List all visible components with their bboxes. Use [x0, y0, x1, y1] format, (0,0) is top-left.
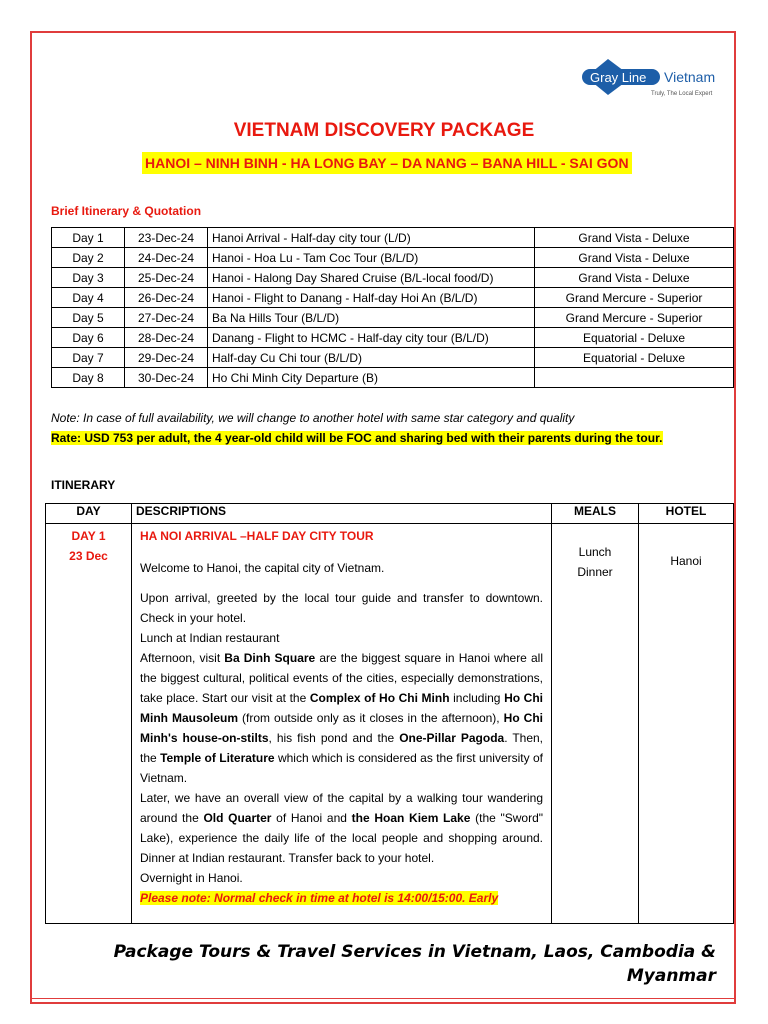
route-subtitle: HANOI – NINH BINH - HA LONG BAY – DA NANG – BANA HILL - SAI GON — [142, 152, 632, 174]
brief-day: Day 2 — [52, 248, 125, 268]
day1-meals — [552, 524, 639, 924]
brief-program: Hanoi - Hoa Lu - Tam Coc Tour (B/L/D) — [208, 248, 535, 268]
header-hotel: HOTEL — [639, 504, 734, 524]
brief-day: Day 3 — [52, 268, 125, 288]
brief-day: Day 7 — [52, 348, 125, 368]
brief-day: Day 6 — [52, 328, 125, 348]
brief-program: Ho Chi Minh City Departure (B) — [208, 368, 535, 388]
brief-hotel: Grand Vista - Deluxe — [535, 228, 734, 248]
day1-label: DAY 1 — [71, 529, 106, 543]
brief-day: Day 4 — [52, 288, 125, 308]
brief-program: Hanoi - Halong Day Shared Cruise (B/L-local food/D) — [208, 268, 535, 288]
day1-description — [132, 524, 552, 924]
page-title: VIETNAM DISCOVERY PACKAGE — [233, 120, 535, 141]
logo-tagline: Truly, The Local Expert — [651, 91, 713, 97]
brief-hotel: Grand Mercure - Superior — [535, 308, 734, 328]
brief-row — [52, 308, 734, 328]
brief-program: Ba Na Hills Tour (B/L/D) — [208, 308, 535, 328]
itinerary-heading: ITINERARY — [51, 478, 116, 492]
brief-day: Day 8 — [52, 368, 125, 388]
logo-brand-right: Vietnam — [664, 69, 716, 85]
itinerary-row-day1 — [46, 524, 734, 924]
day1-hotel: Hanoi — [639, 524, 734, 924]
availability-note: Note: In case of full availability, we will change to another hotel with same star category and quality — [51, 411, 575, 425]
day1-cell — [46, 524, 132, 924]
brief-hotel: Equatorial - Deluxe — [535, 348, 734, 368]
brief-itinerary-heading: Brief Itinerary & Quotation — [51, 204, 202, 218]
header-meals: MEALS — [552, 504, 639, 524]
day1-walking-tour: Later, we have an overall view of the capital by a walking tour wandering around the Old Quarter of Hanoi and the Hoan Kiem Lake (the "Sword" Lake), experience the daily life of the local people and shopping around. Dinner at Indian restaurant. Transfer back to your hotel. — [140, 791, 544, 865]
brief-row — [52, 228, 734, 248]
day1-checkin-note: Please note: Normal check in time at hotel is 14:00/15:00. Early — [140, 891, 499, 905]
brief-program: Hanoi Arrival - Half-day city tour (L/D) — [208, 228, 535, 248]
brief-itinerary-table — [51, 227, 734, 388]
brief-row — [52, 368, 734, 388]
brief-row — [52, 268, 734, 288]
brief-day: Day 5 — [52, 308, 125, 328]
day1-afternoon: Afternoon, visit Ba Dinh Square are the biggest square in Hanoi where all the biggest cultural, political events of the cities, especially demonstrations, take place. Start our visit at the Complex of Ho Chi Minh including Ho Chi Minh Mausoleum (from outside only as it closes in the afternoon), Ho Chi Minh's house-on-stilts, his fish pond and the One-Pillar Pagoda. Then, the Temple of Literature which which is considered as the first university of Vietnam. — [140, 651, 544, 785]
brief-program: Danang - Flight to HCMC - Half-day city tour (B/L/D) — [208, 328, 535, 348]
brief-hotel: Grand Vista - Deluxe — [535, 248, 734, 268]
header-day: DAY — [46, 504, 132, 524]
brief-hotel — [535, 368, 734, 388]
brief-date: 26-Dec-24 — [125, 288, 208, 308]
brief-hotel: Grand Vista - Deluxe — [535, 268, 734, 288]
brief-date: 30-Dec-24 — [125, 368, 208, 388]
day1-meal-dinner: Dinner — [577, 565, 613, 579]
brief-hotel: Grand Mercure - Superior — [535, 288, 734, 308]
footer-divider — [32, 998, 734, 999]
brief-day: Day 1 — [52, 228, 125, 248]
brief-date: 23-Dec-24 — [125, 228, 208, 248]
brief-row — [52, 288, 734, 308]
itinerary-table — [45, 503, 734, 924]
logo-brand-left: Gray Line — [590, 70, 647, 85]
brief-row — [52, 348, 734, 368]
day1-title: HA NOI ARRIVAL –HALF DAY CITY TOUR — [140, 529, 374, 543]
header-descriptions: DESCRIPTIONS — [132, 504, 552, 524]
brief-program: Hanoi - Flight to Danang - Half-day Hoi An (B/L/D) — [208, 288, 535, 308]
brief-program: Half-day Cu Chi tour (B/L/D) — [208, 348, 535, 368]
brief-date: 24-Dec-24 — [125, 248, 208, 268]
footer-tagline: Package Tours & Travel Services in Vietnam, Laos, Cambodia & Myanmar — [113, 942, 716, 986]
day1-meal-lunch: Lunch — [578, 545, 612, 559]
day1-arrival: Upon arrival, greeted by the local tour guide and transfer to downtown. Check in your hotel. — [140, 591, 543, 625]
day1-lunch: Lunch at Indian restaurant — [140, 631, 280, 645]
brief-date: 29-Dec-24 — [125, 348, 208, 368]
brief-date: 27-Dec-24 — [125, 308, 208, 328]
brief-date: 28-Dec-24 — [125, 328, 208, 348]
brief-hotel: Equatorial - Deluxe — [535, 328, 734, 348]
day1-welcome: Welcome to Hanoi, the capital city of Vietnam. — [140, 561, 385, 575]
itinerary-header-row — [46, 504, 734, 524]
day1-overnight: Overnight in Hanoi. — [140, 871, 243, 885]
day1-date: 23 Dec — [69, 549, 108, 563]
brief-date: 25-Dec-24 — [125, 268, 208, 288]
brief-row — [52, 328, 734, 348]
rate-text: Rate: USD 753 per adult, the 4 year-old child will be FOC and sharing bed with their parents during the tour. — [51, 431, 663, 445]
brief-row — [52, 248, 734, 268]
